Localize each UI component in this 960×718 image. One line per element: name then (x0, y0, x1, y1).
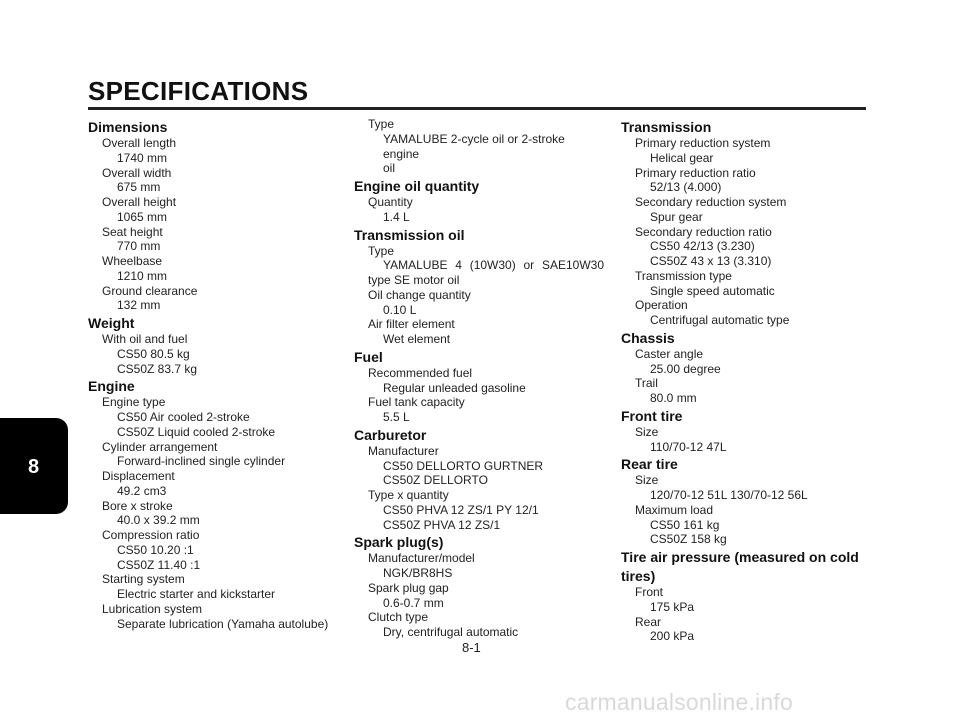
engine-type-label: Engine type (102, 395, 166, 410)
oil-change-quantity-value: 0.10 L (383, 302, 417, 317)
column-2 (354, 117, 604, 640)
bore-stroke-label: Bore x stroke (102, 498, 173, 513)
wheelbase-label: Wheelbase (102, 254, 163, 268)
primary-reduction-ratio-label: Primary reduction ratio (635, 165, 756, 180)
engine-type-cs50z-value: CS50Z Liquid cooled 2-stroke (117, 424, 276, 439)
fuel-tank-capacity-label: Fuel tank capacity (368, 395, 465, 410)
front-pressure-value: 175 kPa (650, 599, 695, 614)
front-tire-size-label: Size (635, 424, 659, 439)
primary-reduction-ratio-value: 52/13 (4.000) (650, 180, 722, 195)
section-carburetor-title: Carburetor (354, 426, 427, 443)
secondary-ratio-cs50z-value: CS50Z 43 x 13 (3.310) (650, 254, 772, 268)
maximum-load-cs50-value: CS50 161 kg (650, 517, 720, 532)
section-fuel-title: Fuel (354, 348, 383, 365)
overall-length-label: Overall length (102, 136, 177, 150)
transmission-type-label: Transmission type (635, 268, 732, 283)
carburetor-type-cs50-value: CS50 PHVA 12 ZS/1 PY 12/1 (383, 502, 539, 517)
engine-oil-type-value: YAMALUBE 2-cycle oil or 2-stroke engine (383, 131, 565, 161)
primary-reduction-system-value: Helical gear (650, 150, 714, 165)
air-filter-label: Air filter element (368, 317, 455, 332)
transmission-oil-type-value-cont: type SE motor oil (368, 273, 460, 287)
column-3 (621, 117, 871, 644)
trail-label: Trail (635, 376, 658, 391)
section-rear-tire-title: Rear tire (621, 456, 678, 473)
recommended-fuel-value: Regular unleaded gasoline (383, 380, 526, 395)
compression-cs50-value: CS50 10.20 :1 (117, 542, 194, 557)
rear-tire-size-label: Size (635, 473, 659, 488)
weight-cs50z-value: CS50Z 83.7 kg (117, 361, 198, 376)
spark-plug-gap-value: 0.6-0.7 mm (383, 595, 444, 610)
transmission-oil-type-label: Type (368, 243, 395, 258)
overall-length-value: 1740 mm (117, 150, 168, 165)
transmission-type-value: Single speed automatic (650, 283, 775, 298)
oil-change-quantity-label: Oil change quantity (368, 287, 471, 302)
front-pressure-label: Front (635, 585, 664, 599)
column-1 (88, 117, 340, 631)
page-number: 8-1 (462, 640, 481, 655)
maximum-load-cs50z-value: CS50Z 158 kg (650, 532, 727, 547)
compression-ratio-label: Compression ratio (102, 528, 200, 542)
section-chassis-title: Chassis (621, 329, 675, 346)
carburetor-manufacturer-cs50-value: CS50 DELLORTO GURTNER (383, 458, 544, 473)
recommended-fuel-label: Recommended fuel (368, 365, 473, 380)
wheelbase-value: 1210 mm (117, 268, 168, 283)
cylinder-arrangement-value: Forward-inclined single cylinder (117, 454, 286, 469)
seat-height-value: 770 mm (117, 239, 161, 254)
section-dimensions-title: Dimensions (88, 119, 168, 135)
secondary-reduction-ratio-label: Secondary reduction ratio (635, 224, 772, 239)
caster-angle-label: Caster angle (635, 346, 704, 361)
compression-cs50z-value: CS50Z 11.40 :1 (117, 557, 201, 572)
primary-reduction-system-label: Primary reduction system (635, 136, 771, 150)
bore-stroke-value: 40.0 x 39.2 mm (117, 513, 200, 528)
secondary-reduction-system-label: Secondary reduction system (635, 195, 787, 209)
carburetor-manufacturer-cs50z-value: CS50Z DELLORTO (383, 473, 488, 488)
trail-value: 80.0 mm (650, 391, 697, 405)
fuel-tank-capacity-value: 5.5 L (383, 410, 410, 424)
engine-type-cs50-value: CS50 Air cooled 2-stroke (117, 410, 250, 424)
weight-with-oil-label: With oil and fuel (102, 332, 188, 346)
starting-system-label: Starting system (102, 572, 185, 587)
carburetor-manufacturer-label: Manufacturer (368, 443, 439, 458)
transmission-oil-type-value: YAMALUBE 4 (10W30) or SAE10W30 (383, 258, 604, 273)
section-front-tire-title: Front tire (621, 407, 683, 424)
secondary-reduction-system-value: Spur gear (650, 209, 703, 224)
section-transmission-title: Transmission (621, 119, 712, 135)
rear-pressure-label: Rear (635, 614, 662, 629)
section-transmission-oil-title: Transmission oil (354, 226, 465, 243)
displacement-label: Displacement (102, 469, 175, 483)
cylinder-arrangement-label: Cylinder arrangement (102, 439, 218, 454)
watermark: carmanualsonline.info (565, 689, 793, 715)
overall-height-value: 1065 mm (117, 209, 168, 224)
engine-oil-quantity-label: Quantity (368, 195, 413, 209)
lubrication-system-label: Lubrication system (102, 601, 203, 616)
section-weight-title: Weight (88, 315, 135, 331)
overall-width-label: Overall width (102, 165, 172, 180)
displacement-value: 49.2 cm3 (117, 483, 167, 498)
seat-height-label: Seat height (102, 224, 163, 239)
section-spark-plug-title: Spark plug(s) (354, 534, 444, 551)
chapter-number: 8 (28, 456, 40, 478)
clutch-type-value: Dry, centrifugal automatic (383, 625, 519, 639)
secondary-ratio-cs50-value: CS50 42/13 (3.230) (650, 239, 755, 254)
section-engine-oil-quantity-title: Engine oil quantity (354, 178, 480, 194)
spark-plug-gap-label: Spark plug gap (368, 580, 449, 595)
section-tire-pressure-title: Tire air pressure (measured on cold (621, 549, 859, 565)
page-title: SPECIFICATIONS (88, 76, 309, 106)
starting-system-value: Electric starter and kickstarter (117, 587, 276, 601)
title-rule (88, 107, 866, 110)
rear-pressure-value: 200 kPa (650, 629, 695, 644)
clutch-type-label: Clutch type (368, 610, 429, 625)
front-tire-size-value: 110/70-12 47L (650, 439, 727, 454)
operation-value: Centrifugal automatic type (650, 313, 790, 327)
operation-label: Operation (635, 298, 688, 313)
rear-tire-size-value: 120/70-12 51L 130/70-12 56L (650, 488, 808, 502)
engine-oil-type-label: Type (368, 117, 395, 131)
engine-oil-type-value-cont: oil (383, 161, 396, 176)
carburetor-type-cs50z-value: CS50Z PHVA 12 ZS/1 (383, 517, 501, 532)
spark-plug-manufacturer-label: Manufacturer/model (368, 551, 475, 566)
section-engine-title: Engine (88, 378, 135, 395)
caster-angle-value: 25.00 degree (650, 361, 721, 376)
section-tire-pressure-title-cont: tires) (621, 568, 656, 584)
engine-oil-quantity-value: 1.4 L (383, 209, 410, 224)
carburetor-type-quantity-label: Type x quantity (368, 488, 449, 502)
air-filter-value: Wet element (383, 332, 451, 346)
lubrication-system-value: Separate lubrication (Yamaha autolube) (117, 616, 329, 631)
spark-plug-manufacturer-value: NGK/BR8HS (383, 566, 453, 580)
ground-clearance-value: 132 mm (117, 298, 161, 313)
weight-cs50-value: CS50 80.5 kg (117, 346, 190, 361)
overall-height-label: Overall height (102, 195, 177, 209)
ground-clearance-label: Ground clearance (102, 283, 198, 298)
overall-width-value: 675 mm (117, 180, 161, 195)
maximum-load-label: Maximum load (635, 502, 714, 517)
